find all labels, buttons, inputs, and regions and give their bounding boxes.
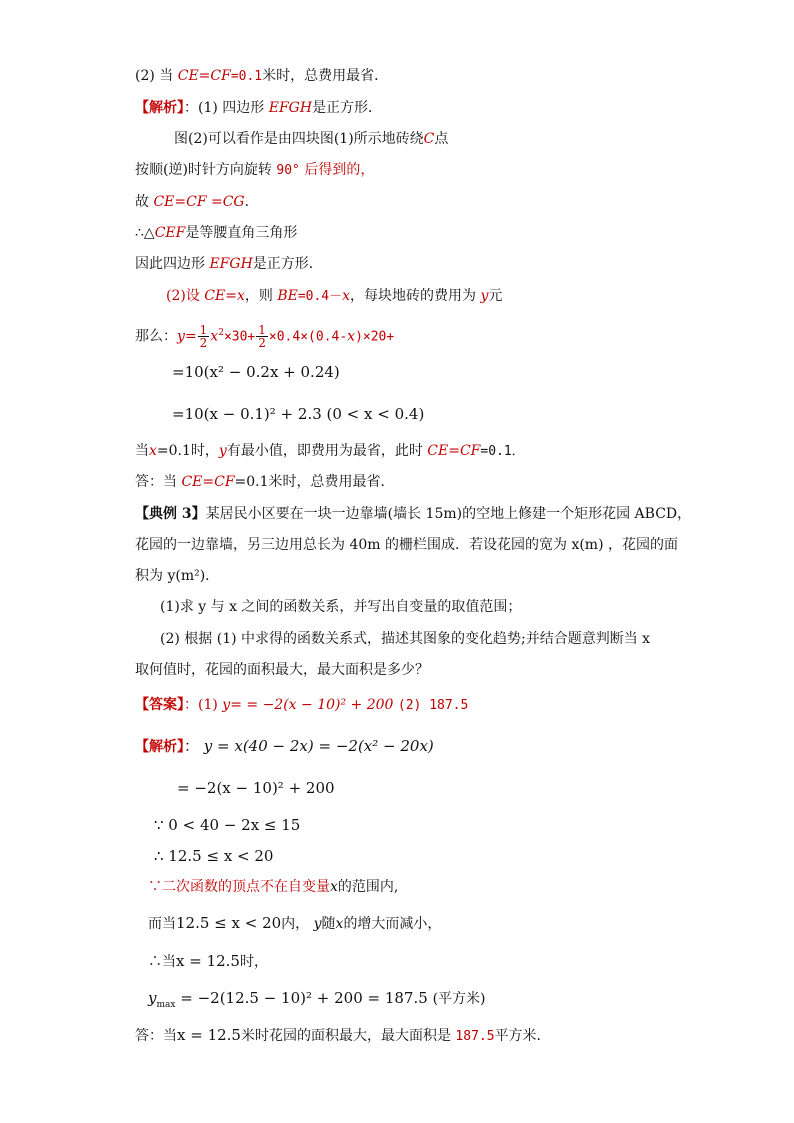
equation: ∵ 0 < 40 − 2x ≤ 15 bbox=[154, 816, 301, 834]
math: x bbox=[149, 443, 157, 459]
text: 平方米． bbox=[494, 1028, 551, 1044]
text: 因此四边形 bbox=[135, 256, 205, 272]
text: 是正方形． bbox=[252, 256, 323, 272]
text: 当 bbox=[135, 443, 149, 459]
math: 90° bbox=[276, 163, 300, 178]
math: x bbox=[335, 916, 344, 932]
text: 答：当 bbox=[135, 474, 177, 490]
math: x bbox=[210, 328, 219, 345]
line-26 bbox=[148, 913, 441, 934]
math: x bbox=[342, 288, 351, 304]
line-28 bbox=[148, 988, 486, 1015]
text: 米时花园的面积最大，最大面积是 bbox=[240, 1028, 451, 1044]
text: 元 bbox=[488, 288, 503, 304]
text: 米时，总费用最省． bbox=[262, 68, 389, 84]
text: 的增大而减小， bbox=[343, 916, 442, 932]
line-10 bbox=[172, 362, 340, 382]
line-17 bbox=[160, 597, 521, 617]
equation: = −2(x − 10)² + 200 bbox=[177, 779, 335, 797]
math: BE bbox=[277, 288, 298, 304]
math: EFGH bbox=[268, 100, 313, 116]
math: CE=CF bbox=[181, 474, 235, 490]
line-24 bbox=[154, 846, 273, 866]
text: 点 bbox=[434, 131, 449, 147]
analysis-label: 【解析】 bbox=[135, 739, 184, 755]
line-5 bbox=[135, 192, 259, 212]
text: 故 bbox=[135, 194, 149, 210]
text: ： bbox=[184, 737, 200, 755]
text: (2) 187.5 bbox=[397, 698, 469, 713]
line-16 bbox=[135, 566, 219, 586]
math: CE=x bbox=[204, 288, 245, 304]
text: ，则 bbox=[244, 288, 273, 304]
math: 2 bbox=[218, 328, 224, 338]
text: (2)设 bbox=[166, 288, 200, 304]
text: 的范围内, bbox=[337, 879, 399, 895]
equation: ∴ 12.5 ≤ x < 20 bbox=[154, 847, 274, 865]
line-23 bbox=[154, 815, 300, 835]
text: 某居民小区要在一块一边靠墙(墙长 15m)的空地上修建一个矩形花园 ABCD， bbox=[205, 506, 692, 522]
math: y bbox=[313, 916, 322, 932]
analysis-label: 【解析】 bbox=[135, 100, 184, 116]
line-14 bbox=[135, 504, 691, 524]
line-9 bbox=[135, 318, 395, 351]
text: (1)求 y 与 x 之间的函数关系，并写出自变量的取值范围； bbox=[160, 599, 522, 615]
math: y bbox=[148, 989, 157, 1007]
equation: =10(x − 0.1)² + 2.3 (0 < x < 0.4) bbox=[172, 405, 425, 423]
math: =0.4－ bbox=[297, 289, 343, 304]
math: CE=CF bbox=[177, 68, 231, 84]
line-1 bbox=[135, 66, 388, 87]
line-2 bbox=[135, 98, 382, 118]
line-19 bbox=[135, 660, 429, 680]
math: max bbox=[156, 1000, 176, 1010]
text: 后得到的， bbox=[304, 162, 375, 178]
answer-label: 【答案】 bbox=[135, 697, 184, 713]
text: (平方米) bbox=[432, 991, 486, 1007]
math: x bbox=[330, 879, 338, 895]
line-13 bbox=[135, 472, 395, 492]
math: x = 12.5 bbox=[176, 952, 240, 970]
math: y bbox=[480, 288, 489, 304]
text: 取何值时，花园的面积最大，最大面积是多少？ bbox=[135, 662, 429, 678]
text: 那么： bbox=[135, 328, 177, 345]
math: x bbox=[347, 328, 356, 345]
math: ×30+ bbox=[223, 329, 256, 345]
line-27 bbox=[148, 951, 268, 972]
text: 是正方形． bbox=[312, 100, 383, 116]
math: C bbox=[423, 131, 435, 147]
text: 而当 bbox=[148, 916, 176, 932]
line-18 bbox=[160, 629, 650, 649]
equation: y = x(40 − 2x) = −2(x² − 20x) bbox=[203, 737, 434, 755]
math: ×0.4×(0.4- bbox=[268, 329, 348, 345]
line-20 bbox=[135, 695, 468, 716]
text: 是等腰直角三角形 bbox=[185, 225, 298, 241]
math: = bbox=[184, 328, 197, 345]
line-25 bbox=[148, 877, 398, 897]
line-3 bbox=[174, 129, 448, 149]
text: ∴当 bbox=[148, 954, 176, 970]
math: 12.5 ≤ x < 20 bbox=[176, 914, 282, 932]
math: y bbox=[177, 328, 185, 345]
line-4 bbox=[135, 160, 374, 181]
text: 内， bbox=[281, 916, 310, 932]
math: CEF bbox=[154, 225, 186, 241]
line-12 bbox=[135, 441, 525, 462]
line-21 bbox=[135, 736, 434, 757]
line-29 bbox=[135, 1025, 551, 1047]
math: CE=CF =CG bbox=[153, 194, 245, 210]
text: ∵二次函数的顶点不在自变量 bbox=[148, 879, 330, 895]
text: ，每块地砖的费用为 bbox=[350, 288, 477, 304]
text: (2) 当 bbox=[135, 68, 174, 84]
text: 积为 y(m²)． bbox=[135, 568, 220, 584]
text: 时， bbox=[239, 954, 268, 970]
fraction: $\frac{1}{2}$ bbox=[199, 323, 208, 351]
math: x = 12.5 bbox=[177, 1026, 241, 1044]
math: )×20+ bbox=[355, 329, 395, 345]
text: 答：当 bbox=[135, 1028, 177, 1044]
math: =0.1 bbox=[230, 69, 263, 84]
text: 随 bbox=[321, 916, 336, 932]
line-22 bbox=[177, 778, 335, 798]
text: 按顺(逆)时针方向旋转 bbox=[135, 162, 272, 178]
text: (2) 根据 (1) 中求得的函数关系式，描述其图象的变化趋势;并结合题意判断当 x bbox=[160, 631, 651, 647]
equation: =10(x² − 0.2x + 0.24) bbox=[172, 363, 340, 381]
math: CE=CF bbox=[427, 443, 481, 459]
example-label: 【典例 3】 bbox=[135, 506, 206, 522]
text: =0.1时， bbox=[156, 443, 219, 459]
math: y bbox=[218, 443, 227, 459]
fraction: $\frac{1}{2}$ bbox=[258, 323, 266, 351]
text: ：(1) 四边形 bbox=[184, 100, 265, 116]
equation: = −2(12.5 − 10)² + 200 = 187.5 bbox=[180, 989, 428, 1007]
text: ∴△ bbox=[135, 225, 155, 241]
math: =0.1． bbox=[480, 444, 525, 459]
text: 图(2)可以看作是由四块图(1)所示地砖绕 bbox=[174, 131, 424, 147]
math: 187.5 bbox=[455, 1029, 495, 1044]
text: 有最小值，即费用为最省，此时 bbox=[226, 443, 423, 459]
text: ． bbox=[244, 194, 259, 210]
text: 花园的一边靠墙，另三边用总长为 40m 的栅栏围成．若设花园的宽为 x(m) ，花园的面 bbox=[135, 537, 678, 553]
line-7 bbox=[135, 254, 323, 274]
text: ：(1) bbox=[184, 697, 218, 713]
line-15 bbox=[135, 535, 678, 555]
math: EFGH bbox=[209, 256, 253, 272]
line-6 bbox=[135, 223, 297, 243]
line-11 bbox=[172, 404, 424, 424]
text: =0.1米时，总费用最省． bbox=[234, 474, 395, 490]
equation: y= = −2(x − 10)² + 200 bbox=[222, 697, 394, 713]
line-8 bbox=[166, 286, 502, 307]
